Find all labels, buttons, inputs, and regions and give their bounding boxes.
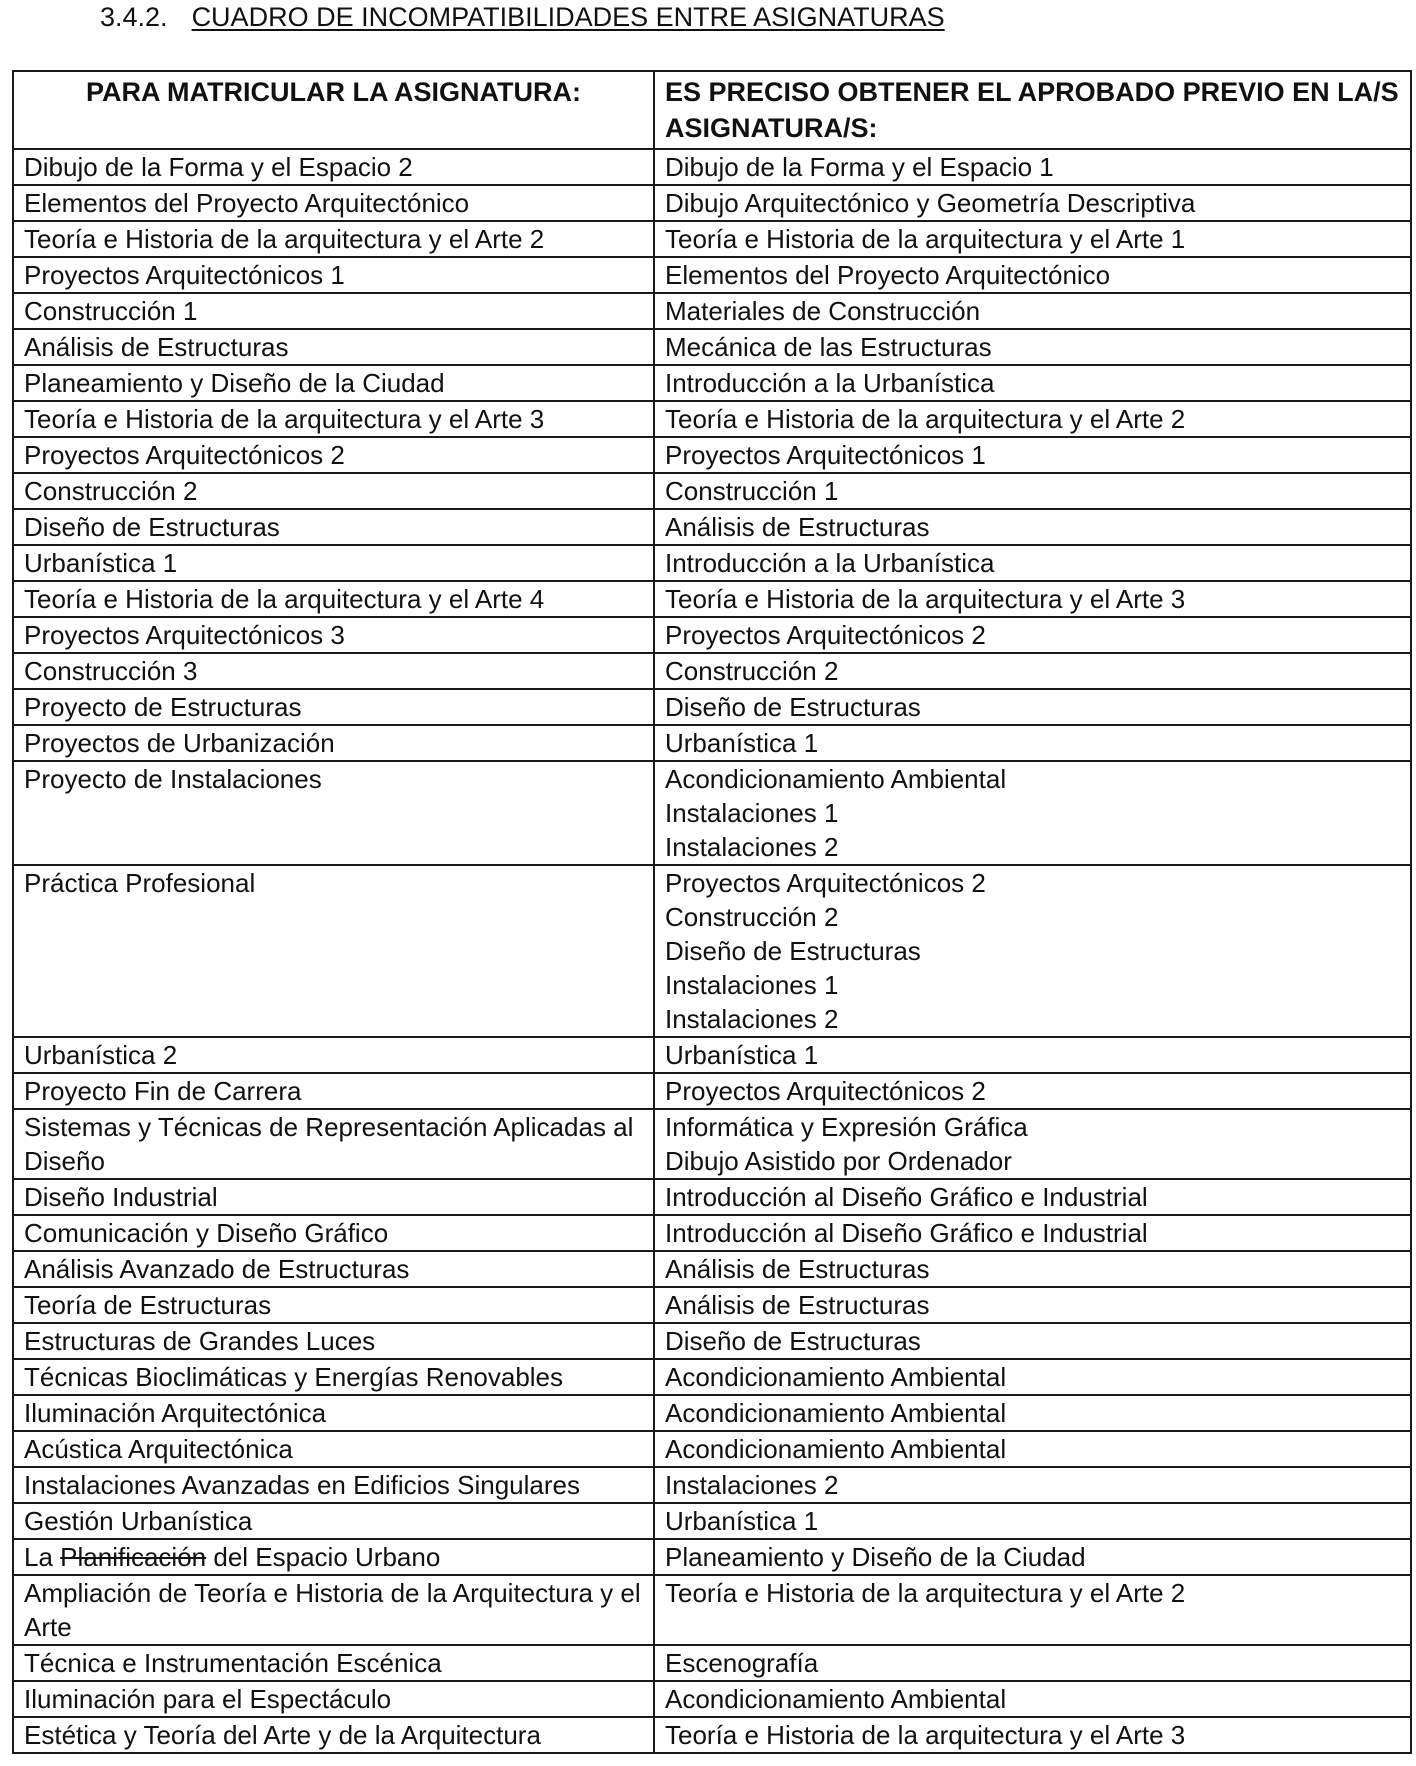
subject-cell: [13, 581, 654, 617]
prerequisite-item: Introducción al Diseño Gráfico e Industrial: [665, 1218, 1148, 1248]
subject-cell: [13, 329, 654, 365]
subject-text: Dibujo de la Forma y el Espacio 2: [24, 152, 413, 182]
subject-cell: [13, 1215, 654, 1251]
prerequisite-cell: [654, 1179, 1411, 1215]
prerequisite-item: Instalaciones 2: [665, 832, 839, 862]
subject-text: Técnica e Instrumentación Escénica: [24, 1648, 442, 1678]
table-row: [13, 1717, 1411, 1753]
prerequisite-item: Introducción a la Urbanística: [665, 548, 995, 578]
subject-text: Teoría e Historia de la arquitectura y el Arte 4: [24, 584, 545, 614]
prerequisite-cell: [654, 1073, 1411, 1109]
subject-cell: [13, 509, 654, 545]
table-row: [13, 473, 1411, 509]
subject-cell: [13, 1359, 654, 1395]
prerequisite-cell: [654, 581, 1411, 617]
prerequisite-item: Diseño de Estructuras: [665, 936, 921, 966]
table-row: [13, 221, 1411, 257]
subject-text: Proyecto de Estructuras: [24, 692, 302, 722]
subject-cell: [13, 1467, 654, 1503]
header-prerequisites: ES PRECISO OBTENER EL APROBADO PREVIO EN LA/S ASIGNATURA/S:: [654, 71, 1411, 149]
prerequisite-cell: [654, 221, 1411, 257]
prerequisite-item: Teoría e Historia de la arquitectura y el Arte 1: [665, 224, 1186, 254]
subject-struck-text: Planificación: [60, 1542, 207, 1572]
section-heading: [100, 2, 945, 33]
subject-text: Gestión Urbanística: [24, 1506, 253, 1536]
subject-cell: [13, 221, 654, 257]
subject-cell: [13, 1575, 654, 1645]
prerequisite-cell: [654, 1323, 1411, 1359]
prerequisite-item: Planeamiento y Diseño de la Ciudad: [665, 1542, 1086, 1572]
prerequisite-item: Escenografía: [665, 1648, 819, 1678]
subject-cell: [13, 437, 654, 473]
prerequisite-cell: [654, 689, 1411, 725]
subject-cell: [13, 149, 654, 185]
subject-text: Construcción 1: [24, 296, 198, 326]
subject-text: Práctica Profesional: [24, 868, 256, 898]
prerequisite-cell: [654, 1645, 1411, 1681]
subject-cell: [13, 473, 654, 509]
prerequisite-cell: [654, 761, 1411, 865]
table-row: [13, 509, 1411, 545]
subject-text: Proyectos Arquitectónicos 3: [24, 620, 345, 650]
prerequisite-cell: [654, 1539, 1411, 1575]
subject-text: Construcción 2: [24, 476, 198, 506]
table-row: [13, 1037, 1411, 1073]
table-row: [13, 185, 1411, 221]
subject-cell: [13, 1251, 654, 1287]
table-header-row: [13, 71, 1411, 149]
subject-text: Análisis Avanzado de Estructuras: [24, 1254, 410, 1284]
table-row: [13, 1681, 1411, 1717]
table-row: [13, 545, 1411, 581]
prerequisite-item: Teoría e Historia de la arquitectura y el Arte 2: [665, 404, 1186, 434]
subject-text: Diseño de Estructuras: [24, 512, 280, 542]
table-row: [13, 1575, 1411, 1645]
subject-cell: [13, 1503, 654, 1539]
table-row: [13, 365, 1411, 401]
subject-text: Estructuras de Grandes Luces: [24, 1326, 376, 1356]
prerequisite-item: Instalaciones 1: [665, 970, 839, 1000]
table-row: [13, 865, 1411, 1037]
subject-cell: [13, 1395, 654, 1431]
prerequisite-cell: [654, 1431, 1411, 1467]
prerequisite-item: Urbanística 1: [665, 1506, 819, 1536]
table-row: [13, 581, 1411, 617]
table-row: [13, 1323, 1411, 1359]
prerequisite-cell: [654, 437, 1411, 473]
prerequisite-item: Teoría e Historia de la arquitectura y el Arte 2: [665, 1578, 1186, 1608]
subject-text: Iluminación para el Espectáculo: [24, 1684, 392, 1714]
subject-text: Construcción 3: [24, 656, 198, 686]
subject-text: Proyecto de Instalaciones: [24, 764, 322, 794]
subject-text: Proyectos Arquitectónicos 2: [24, 440, 345, 470]
subject-cell: [13, 689, 654, 725]
prerequisite-cell: [654, 1109, 1411, 1179]
section-title: CUADRO DE INCOMPATIBILIDADES ENTRE ASIGNATURAS: [191, 2, 945, 32]
prerequisite-item: Acondicionamiento Ambiental: [665, 764, 1007, 794]
prerequisite-item: Dibujo de la Forma y el Espacio 1: [665, 152, 1054, 182]
subject-text: Teoría e Historia de la arquitectura y el Arte 2: [24, 224, 545, 254]
prerequisite-cell: [654, 509, 1411, 545]
prerequisite-cell: [654, 1503, 1411, 1539]
table-row: [13, 1215, 1411, 1251]
prerequisite-cell: [654, 1215, 1411, 1251]
subject-cell: [13, 545, 654, 581]
prerequisite-cell: [654, 185, 1411, 221]
subject-cell: [13, 257, 654, 293]
header-subject: PARA MATRICULAR LA ASIGNATURA:: [13, 71, 654, 149]
subject-text: Elementos del Proyecto Arquitectónico: [24, 188, 470, 218]
prerequisite-item: Acondicionamiento Ambiental: [665, 1434, 1007, 1464]
table-body: [13, 149, 1411, 1753]
table-row: [13, 1359, 1411, 1395]
prerequisite-item: Dibujo Arquitectónico y Geometría Descriptiva: [665, 188, 1196, 218]
subject-cell: [13, 1037, 654, 1073]
prerequisite-item: Informática y Expresión Gráfica: [665, 1112, 1028, 1142]
prerequisite-item: Instalaciones 2: [665, 1004, 839, 1034]
subject-cell: [13, 1109, 654, 1179]
table-header: [13, 71, 1411, 149]
prerequisite-item: Teoría e Historia de la arquitectura y el Arte 3: [665, 1720, 1186, 1750]
incompatibilities-table: [12, 70, 1412, 1754]
prerequisite-item: Análisis de Estructuras: [665, 1290, 930, 1320]
prerequisite-cell: [654, 329, 1411, 365]
table-row: [13, 1251, 1411, 1287]
subject-text-part: La: [24, 1542, 61, 1572]
table-row: [13, 401, 1411, 437]
prerequisite-item: Análisis de Estructuras: [665, 512, 930, 542]
prerequisite-item: Proyectos Arquitectónicos 2: [665, 620, 986, 650]
prerequisite-item: Construcción 2: [665, 902, 839, 932]
prerequisite-cell: [654, 545, 1411, 581]
prerequisite-item: Materiales de Construcción: [665, 296, 981, 326]
prerequisite-item: Introducción al Diseño Gráfico e Industrial: [665, 1182, 1148, 1212]
subject-text: Sistemas y Técnicas de Representación Aplicadas al Diseño: [24, 1112, 634, 1176]
subject-text: Proyectos Arquitectónicos 1: [24, 260, 345, 290]
subject-text: Diseño Industrial: [24, 1182, 218, 1212]
table-row: [13, 761, 1411, 865]
prerequisite-cell: [654, 1717, 1411, 1753]
prerequisite-item: Proyectos Arquitectónicos 2: [665, 868, 986, 898]
prerequisite-item: Instalaciones 2: [665, 1470, 839, 1500]
prerequisite-item: Proyectos Arquitectónicos 2: [665, 1076, 986, 1106]
prerequisite-item: Acondicionamiento Ambiental: [665, 1362, 1007, 1392]
prerequisite-item: Teoría e Historia de la arquitectura y el Arte 3: [665, 584, 1186, 614]
subject-cell: [13, 1287, 654, 1323]
table-row: [13, 1287, 1411, 1323]
subject-cell: [13, 1431, 654, 1467]
prerequisite-item: Acondicionamiento Ambiental: [665, 1684, 1007, 1714]
table-row: [13, 293, 1411, 329]
table-row: [13, 1073, 1411, 1109]
prerequisite-cell: [654, 1395, 1411, 1431]
table-row: [13, 1645, 1411, 1681]
subject-text: Técnicas Bioclimáticas y Energías Renovables: [24, 1362, 564, 1392]
subject-cell: [13, 365, 654, 401]
prerequisite-cell: [654, 617, 1411, 653]
subject-text: Teoría e Historia de la arquitectura y el Arte 3: [24, 404, 545, 434]
table-row: [13, 1395, 1411, 1431]
subject-text-part: del Espacio Urbano: [206, 1542, 441, 1572]
subject-cell: [13, 761, 654, 865]
table-row: [13, 1503, 1411, 1539]
table-row: [13, 1431, 1411, 1467]
prerequisite-cell: [654, 1359, 1411, 1395]
subject-text: Planeamiento y Diseño de la Ciudad: [24, 368, 445, 398]
prerequisite-cell: [654, 1681, 1411, 1717]
prerequisite-cell: [654, 1287, 1411, 1323]
prerequisite-item: Urbanística 1: [665, 728, 819, 758]
subject-text: Instalaciones Avanzadas en Edificios Singulares: [24, 1470, 580, 1500]
subject-cell: [13, 1539, 654, 1575]
subject-text: Comunicación y Diseño Gráfico: [24, 1218, 389, 1248]
table-row: [13, 257, 1411, 293]
prerequisite-cell: [654, 293, 1411, 329]
subject-cell: [13, 1717, 654, 1753]
subject-cell: [13, 1073, 654, 1109]
subject-cell: [13, 401, 654, 437]
prerequisite-cell: [654, 725, 1411, 761]
prerequisite-cell: [654, 1037, 1411, 1073]
subject-cell: [13, 1323, 654, 1359]
section-number: 3.4.2.: [100, 2, 168, 32]
prerequisite-cell: [654, 149, 1411, 185]
subject-cell: [13, 865, 654, 1037]
subject-cell: [13, 725, 654, 761]
prerequisite-item: Construcción 1: [665, 476, 839, 506]
subject-text: Acústica Arquitectónica: [24, 1434, 293, 1464]
subject-text: Teoría de Estructuras: [24, 1290, 272, 1320]
subject-cell: [13, 185, 654, 221]
subject-text: Proyectos de Urbanización: [24, 728, 335, 758]
subject-cell: [13, 293, 654, 329]
table-row: [13, 1539, 1411, 1575]
prerequisite-item: Introducción a la Urbanística: [665, 368, 995, 398]
prerequisite-item: Diseño de Estructuras: [665, 692, 921, 722]
prerequisite-cell: [654, 365, 1411, 401]
table-row: [13, 689, 1411, 725]
table-row: [13, 149, 1411, 185]
prerequisite-cell: [654, 473, 1411, 509]
table-row: [13, 1467, 1411, 1503]
subject-text: Ampliación de Teoría e Historia de la Arquitectura y el Arte: [24, 1578, 641, 1642]
subject-text: Iluminación Arquitectónica: [24, 1398, 327, 1428]
prerequisite-cell: [654, 653, 1411, 689]
prerequisite-item: Proyectos Arquitectónicos 1: [665, 440, 986, 470]
prerequisite-item: Construcción 2: [665, 656, 839, 686]
prerequisite-cell: [654, 1251, 1411, 1287]
subject-text: Análisis de Estructuras: [24, 332, 289, 362]
table-row: [13, 437, 1411, 473]
prerequisite-item: Análisis de Estructuras: [665, 1254, 930, 1284]
subject-text: Proyecto Fin de Carrera: [24, 1076, 302, 1106]
table-row: [13, 725, 1411, 761]
prerequisite-cell: [654, 257, 1411, 293]
prerequisite-item: Elementos del Proyecto Arquitectónico: [665, 260, 1111, 290]
subject-cell: [13, 617, 654, 653]
table-row: [13, 1179, 1411, 1215]
prerequisite-cell: [654, 865, 1411, 1037]
prerequisite-cell: [654, 1575, 1411, 1645]
table-row: [13, 1109, 1411, 1179]
subject-cell: [13, 1645, 654, 1681]
prerequisite-cell: [654, 1467, 1411, 1503]
table-row: [13, 329, 1411, 365]
prerequisite-item: Acondicionamiento Ambiental: [665, 1398, 1007, 1428]
prerequisite-item: Mecánica de las Estructuras: [665, 332, 992, 362]
prerequisite-cell: [654, 401, 1411, 437]
subject-cell: [13, 1681, 654, 1717]
subject-cell: [13, 1179, 654, 1215]
subject-cell: [13, 653, 654, 689]
prerequisite-item: Dibujo Asistido por Ordenador: [665, 1146, 1012, 1176]
prerequisite-item: Instalaciones 1: [665, 798, 839, 828]
subject-text: Urbanística 1: [24, 548, 178, 578]
prerequisite-item: Urbanística 1: [665, 1040, 819, 1070]
table-row: [13, 617, 1411, 653]
table-row: [13, 653, 1411, 689]
subject-text: Urbanística 2: [24, 1040, 178, 1070]
prerequisite-item: Diseño de Estructuras: [665, 1326, 921, 1356]
subject-text: Estética y Teoría del Arte y de la Arquitectura: [24, 1720, 541, 1750]
